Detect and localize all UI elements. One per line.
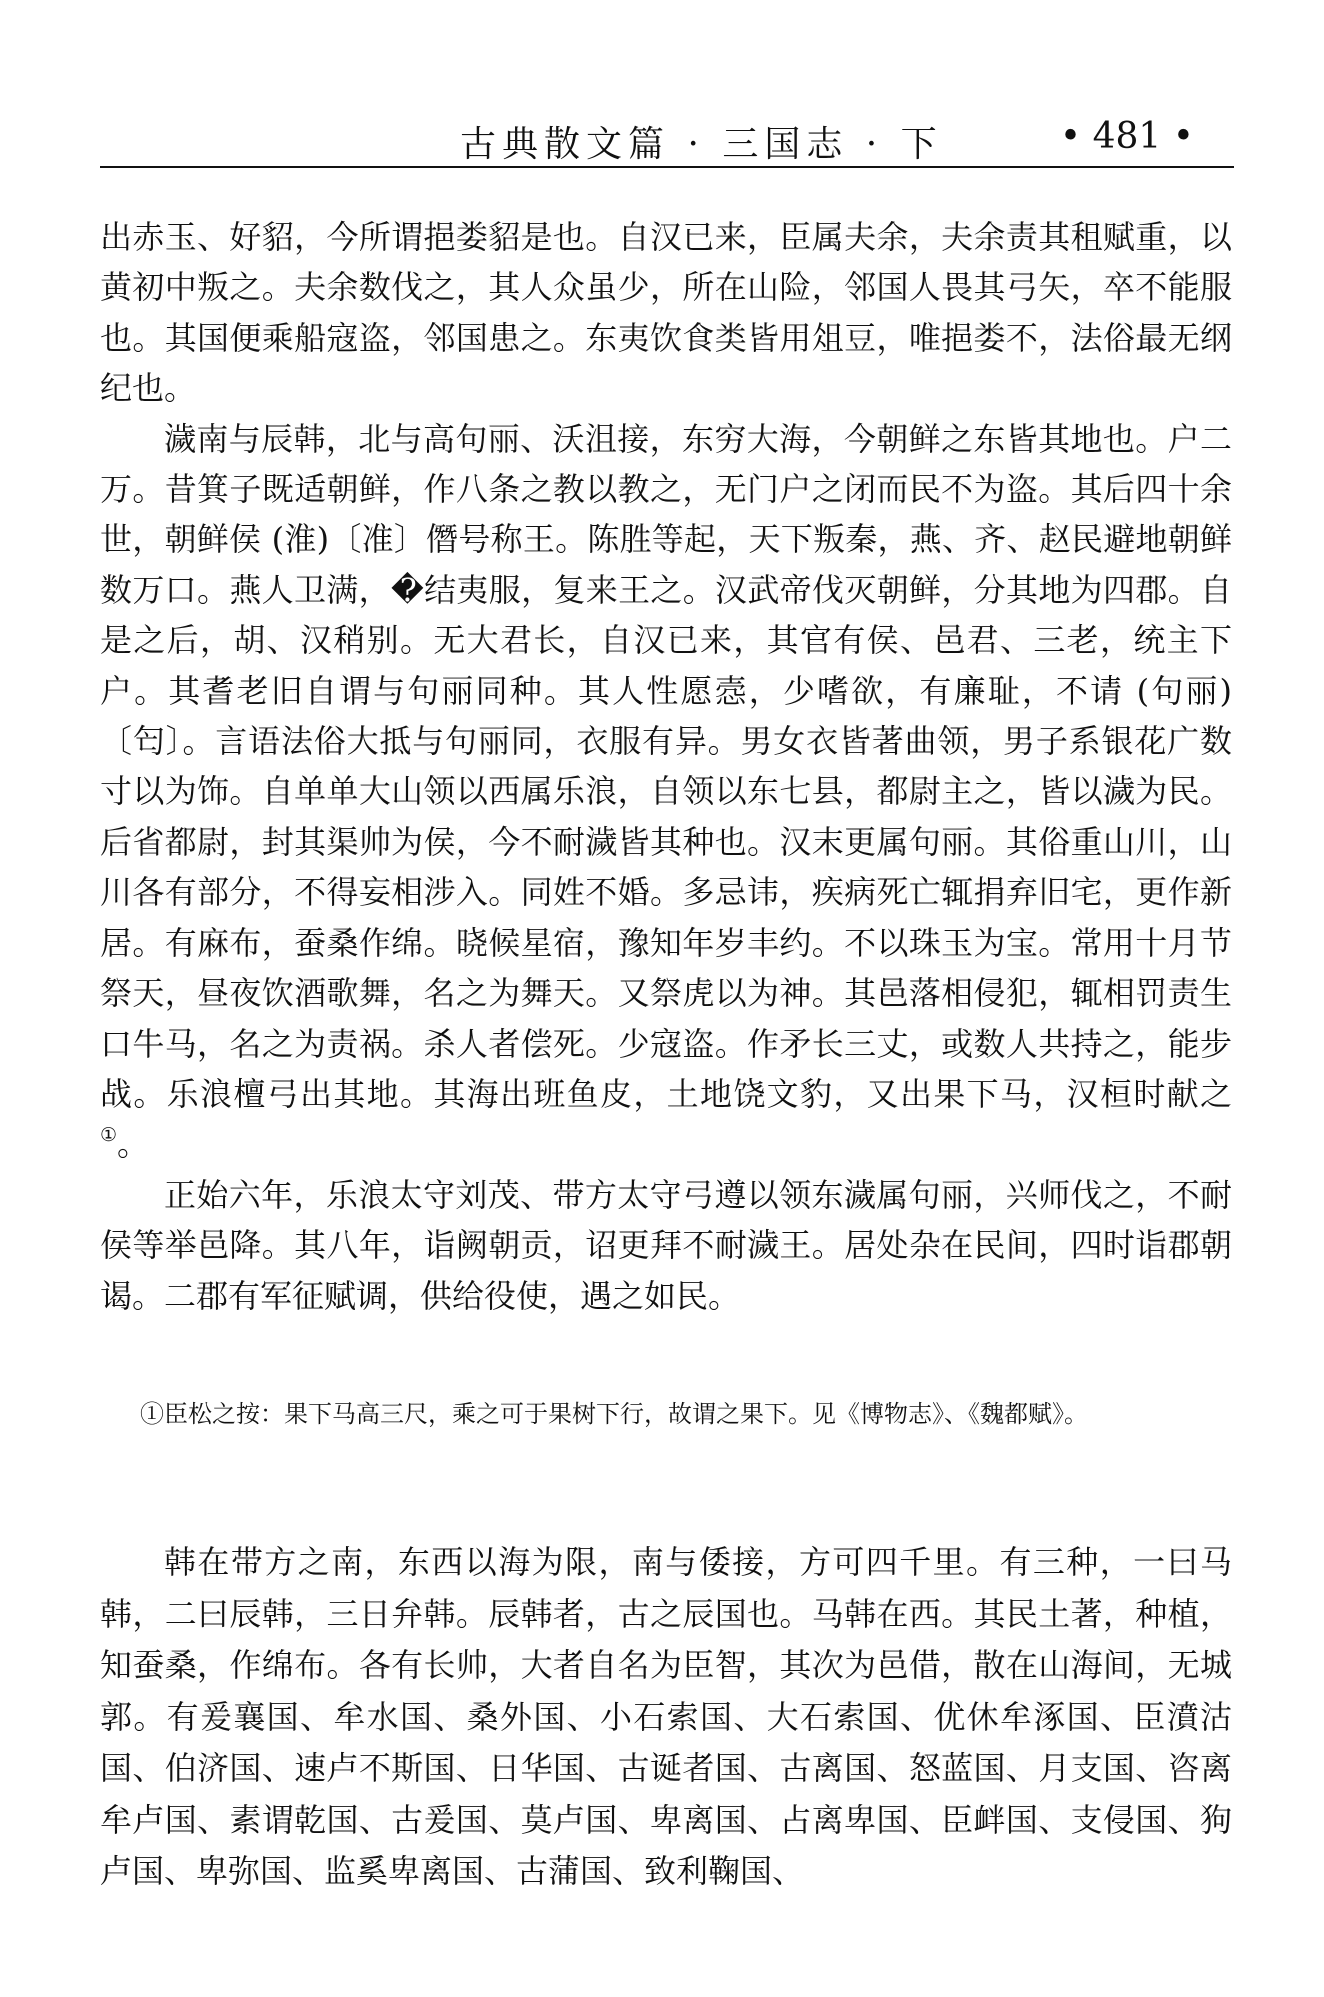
paragraph-zhengshi: 正始六年，乐浪太守刘茂、带方太守弓遵以领东濊属句丽，兴师伐之，不耐侯等举邑降。其八年，诣阙朝贡，诏更拜不耐濊王。居处杂在民间，四时诣郡朝谒。二郡有军征赋调，供给役使，遇之如民。 xyxy=(100,1175,1232,1315)
paragraph-han: 韩在带方之南，东西以海为限，南与倭接，方可四千里。有三种，一曰马韩，二曰辰韩，三日弁韩。辰韩者，古之辰国也。马韩在西。其民土著，种植，知蚕桑，作绵布。各有长帅，大者自名为臣智，其次为邑借，散在山海间，无城郭。有爰襄国、牟水国、桑外国、小石索国、大石索国、优休牟涿国、臣濆沽国、伯济国、速卢不斯国、日华国、古诞者国、古离国、怒蓝国、月支国、咨离牟卢国、素谓乾国、古爰国、莫卢国、卑离国、占离卑国、臣衅国、支侵国、狗卢国、卑弥国、监奚卑离国、古蒲国、致利鞠国、 xyxy=(100,1543,1232,1890)
running-header xyxy=(100,108,1234,170)
paragraph-continued: 出赤玉、好貂，今所谓挹娄貂是也。自汉已来，臣属夫余，夫余责其租赋重，以黄初中叛之。夫余数伐之，其人众虽少，所在山险，邻国人畏其弓矢，卒不能服也。其国便乘船寇盗，邻国患之。东夷饮食类皆用俎豆，唯挹娄不，法俗最无纲纪也。 xyxy=(100,218,1232,408)
paragraph-hui-end: 。 xyxy=(117,1125,150,1164)
footnote-ref[interactable]: ① xyxy=(100,1124,118,1147)
running-title: 古典散文篇 · 三国志 · 下 xyxy=(460,124,943,165)
main-text-han xyxy=(100,1537,1232,1898)
main-text xyxy=(100,212,1232,1321)
paragraph-hui xyxy=(100,414,1232,1170)
header-rule xyxy=(100,166,1234,168)
paragraph-hui-text: 濊南与辰韩，北与高句丽、沃沮接，东穷大海，今朝鲜之东皆其地也。户二万。昔箕子既适朝鲜，作八条之教以教之，无门户之闭而民不为盗。其后四十余世，朝鲜侯 (淮)〔准〕僭号称王。陈胜等起，天下叛秦，燕、齐、赵民避地朝鲜数万口。燕人卫满，�结夷服，复来王之。汉武帝伐灭朝鲜，分其地为四郡。自是之后，胡、汉稍别。无大君长，自汉已来，其官有侯、邑君、三老，统主下户。其耆老旧自谓与句丽同种。其人性愿悫，少嗜欲，有廉耻，不请 (句丽)〔匄〕。言语法俗大抵与句丽同，衣服有异。男女衣皆著曲领，男子系银花广数寸以为饰。自单单大山领以西属乐浪，自领以东七县，都尉主之，皆以濊为民。后省都尉，封其渠帅为侯，今不耐濊皆其种也。汉末更属句丽。其俗重山川，山川各有部分，不得妄相涉入。同姓不婚。多忌讳，疾病死亡辄捐弃旧宅，更作新居。有麻布，蚕桑作绵。晓候星宿，豫知年岁丰约。不以珠玉为宝。常用十月节祭天，昼夜饮酒歌舞，名之为舞天。又祭虎以为神。其邑落相侵犯，辄相罚责生口牛马，名之为责祸。杀人者偿死。少寇盗。作矛长三丈，或数人共持之，能步战。乐浪檀弓出其地。其海出班鱼皮，土地饶文豹，又出果下马，汉桓时献之 xyxy=(100,419,1232,1113)
page-number: • 481 • xyxy=(1059,116,1194,157)
footnote: ①臣松之按：果下马高三尺，乘之可于果树下行，故谓之果下。见《博物志》、《魏都赋》。 xyxy=(140,1400,1088,1428)
